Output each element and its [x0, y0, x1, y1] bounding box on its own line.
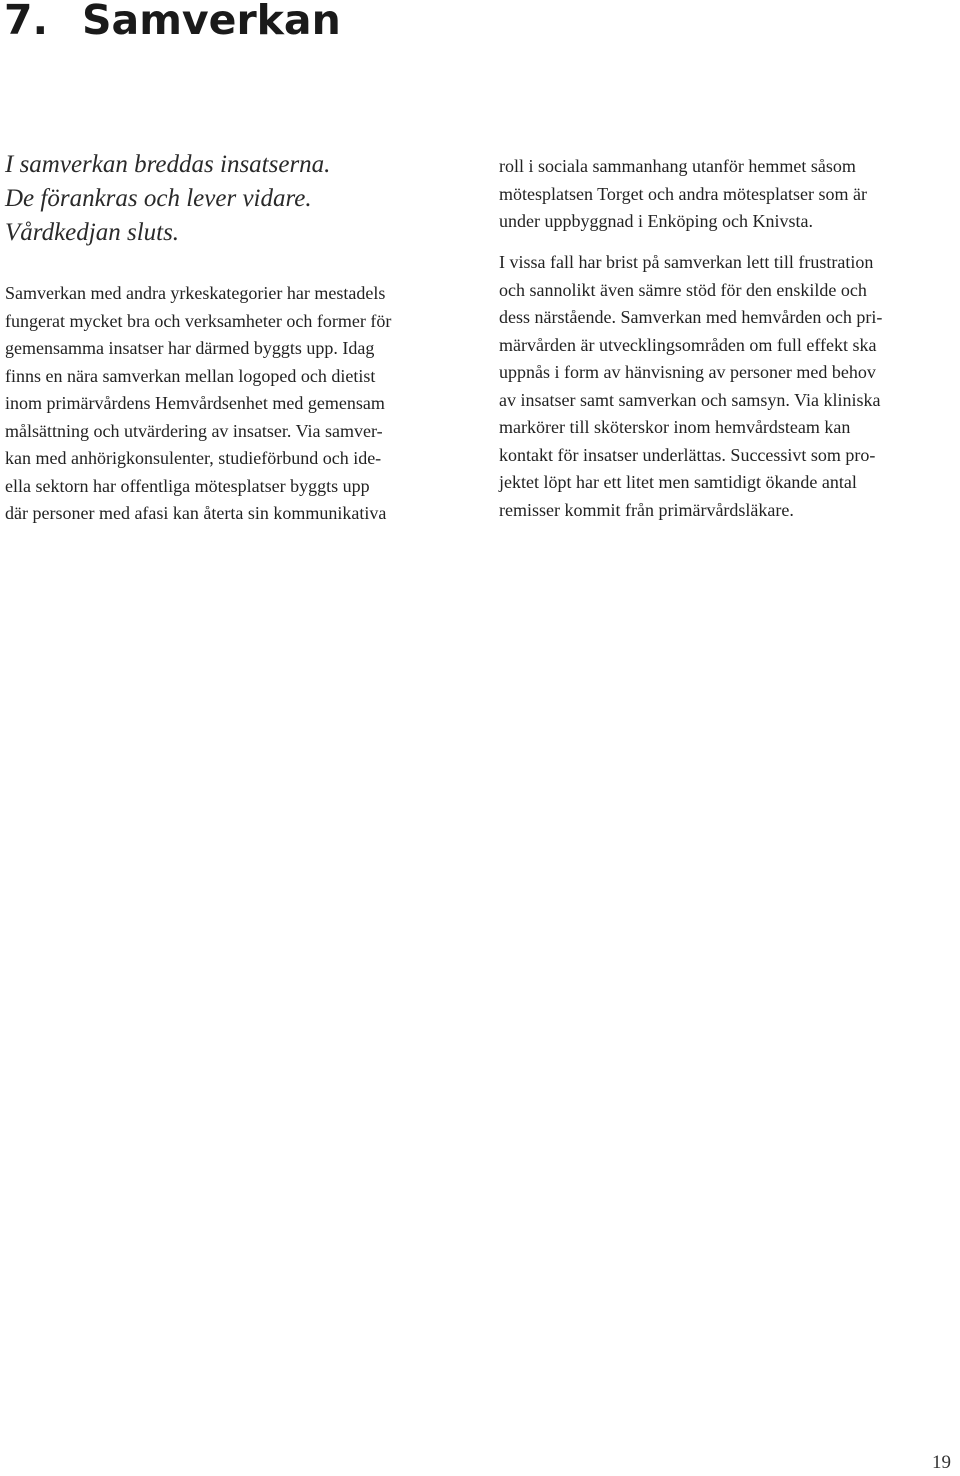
text-line: fungerat mycket bra och verksamheter och former för: [5, 310, 392, 331]
text-line: mötesplatsen Torget och andra mötesplatser som är: [499, 183, 867, 204]
lead-quote: [5, 148, 467, 250]
text-line: dess närstående. Samverkan med hemvården och pri-: [499, 307, 883, 327]
text-line: remisser kommit från primärvårdsläkare.: [499, 499, 794, 520]
body-paragraph-right-2: [499, 249, 954, 524]
text-line: målsättning och utvärdering av insatser. Via samver-: [5, 420, 383, 441]
text-line: under uppbyggnad i Enköping och Knivsta.: [499, 211, 813, 231]
text-line: märvården är utvecklingsområden om full effekt ska: [499, 334, 877, 355]
text-line: roll i sociala sammanhang utanför hemmet såsom: [499, 156, 856, 176]
text-line: där personer med afasi kan återta sin kommunikativa: [5, 503, 387, 523]
text-line: kontakt för insatser underlättas. Successivt som pro-: [499, 444, 876, 465]
text-line: och sannolikt även sämre stöd för den enskilde och: [499, 279, 867, 300]
body-paragraph-left: [5, 280, 467, 528]
text-line: jektet löpt har ett litet men samtidigt ökande antal: [499, 472, 857, 492]
page-number: 19: [932, 1452, 951, 1473]
text-line: markörer till sköterskor inom hemvårdsteam kan: [499, 417, 851, 437]
chapter-number: 7.: [4, 0, 49, 44]
text-line: inom primärvårdens Hemvårdsenhet med gemensam: [5, 393, 385, 413]
text-line: finns en nära samverkan mellan logoped och dietist: [5, 365, 376, 386]
chapter-heading: [4, 0, 341, 46]
lead-line: I samverkan breddas insatserna.: [5, 151, 331, 178]
chapter-title: Samverkan: [82, 0, 341, 44]
text-line: av insatser samt samverkan och samsyn. Via kliniska: [499, 389, 881, 410]
body-paragraph-right-1: [499, 153, 954, 236]
text-line: kan med anhörigkonsulenter, studieförbund och ide-: [5, 448, 382, 468]
lead-line: Vårdkedjan sluts.: [5, 219, 180, 246]
text-line: I vissa fall har brist på samverkan lett till frustration: [499, 252, 874, 272]
lead-line: De förankras och lever vidare.: [5, 185, 312, 212]
text-line: ella sektorn har offentliga mötesplatser byggts upp: [5, 475, 370, 496]
text-line: uppnås i form av hänvisning av personer med behov: [499, 362, 876, 382]
text-line: gemensamma insatser har därmed byggts upp. Idag: [5, 338, 375, 358]
text-line: Samverkan med andra yrkeskategorier har mestadels: [5, 283, 386, 303]
